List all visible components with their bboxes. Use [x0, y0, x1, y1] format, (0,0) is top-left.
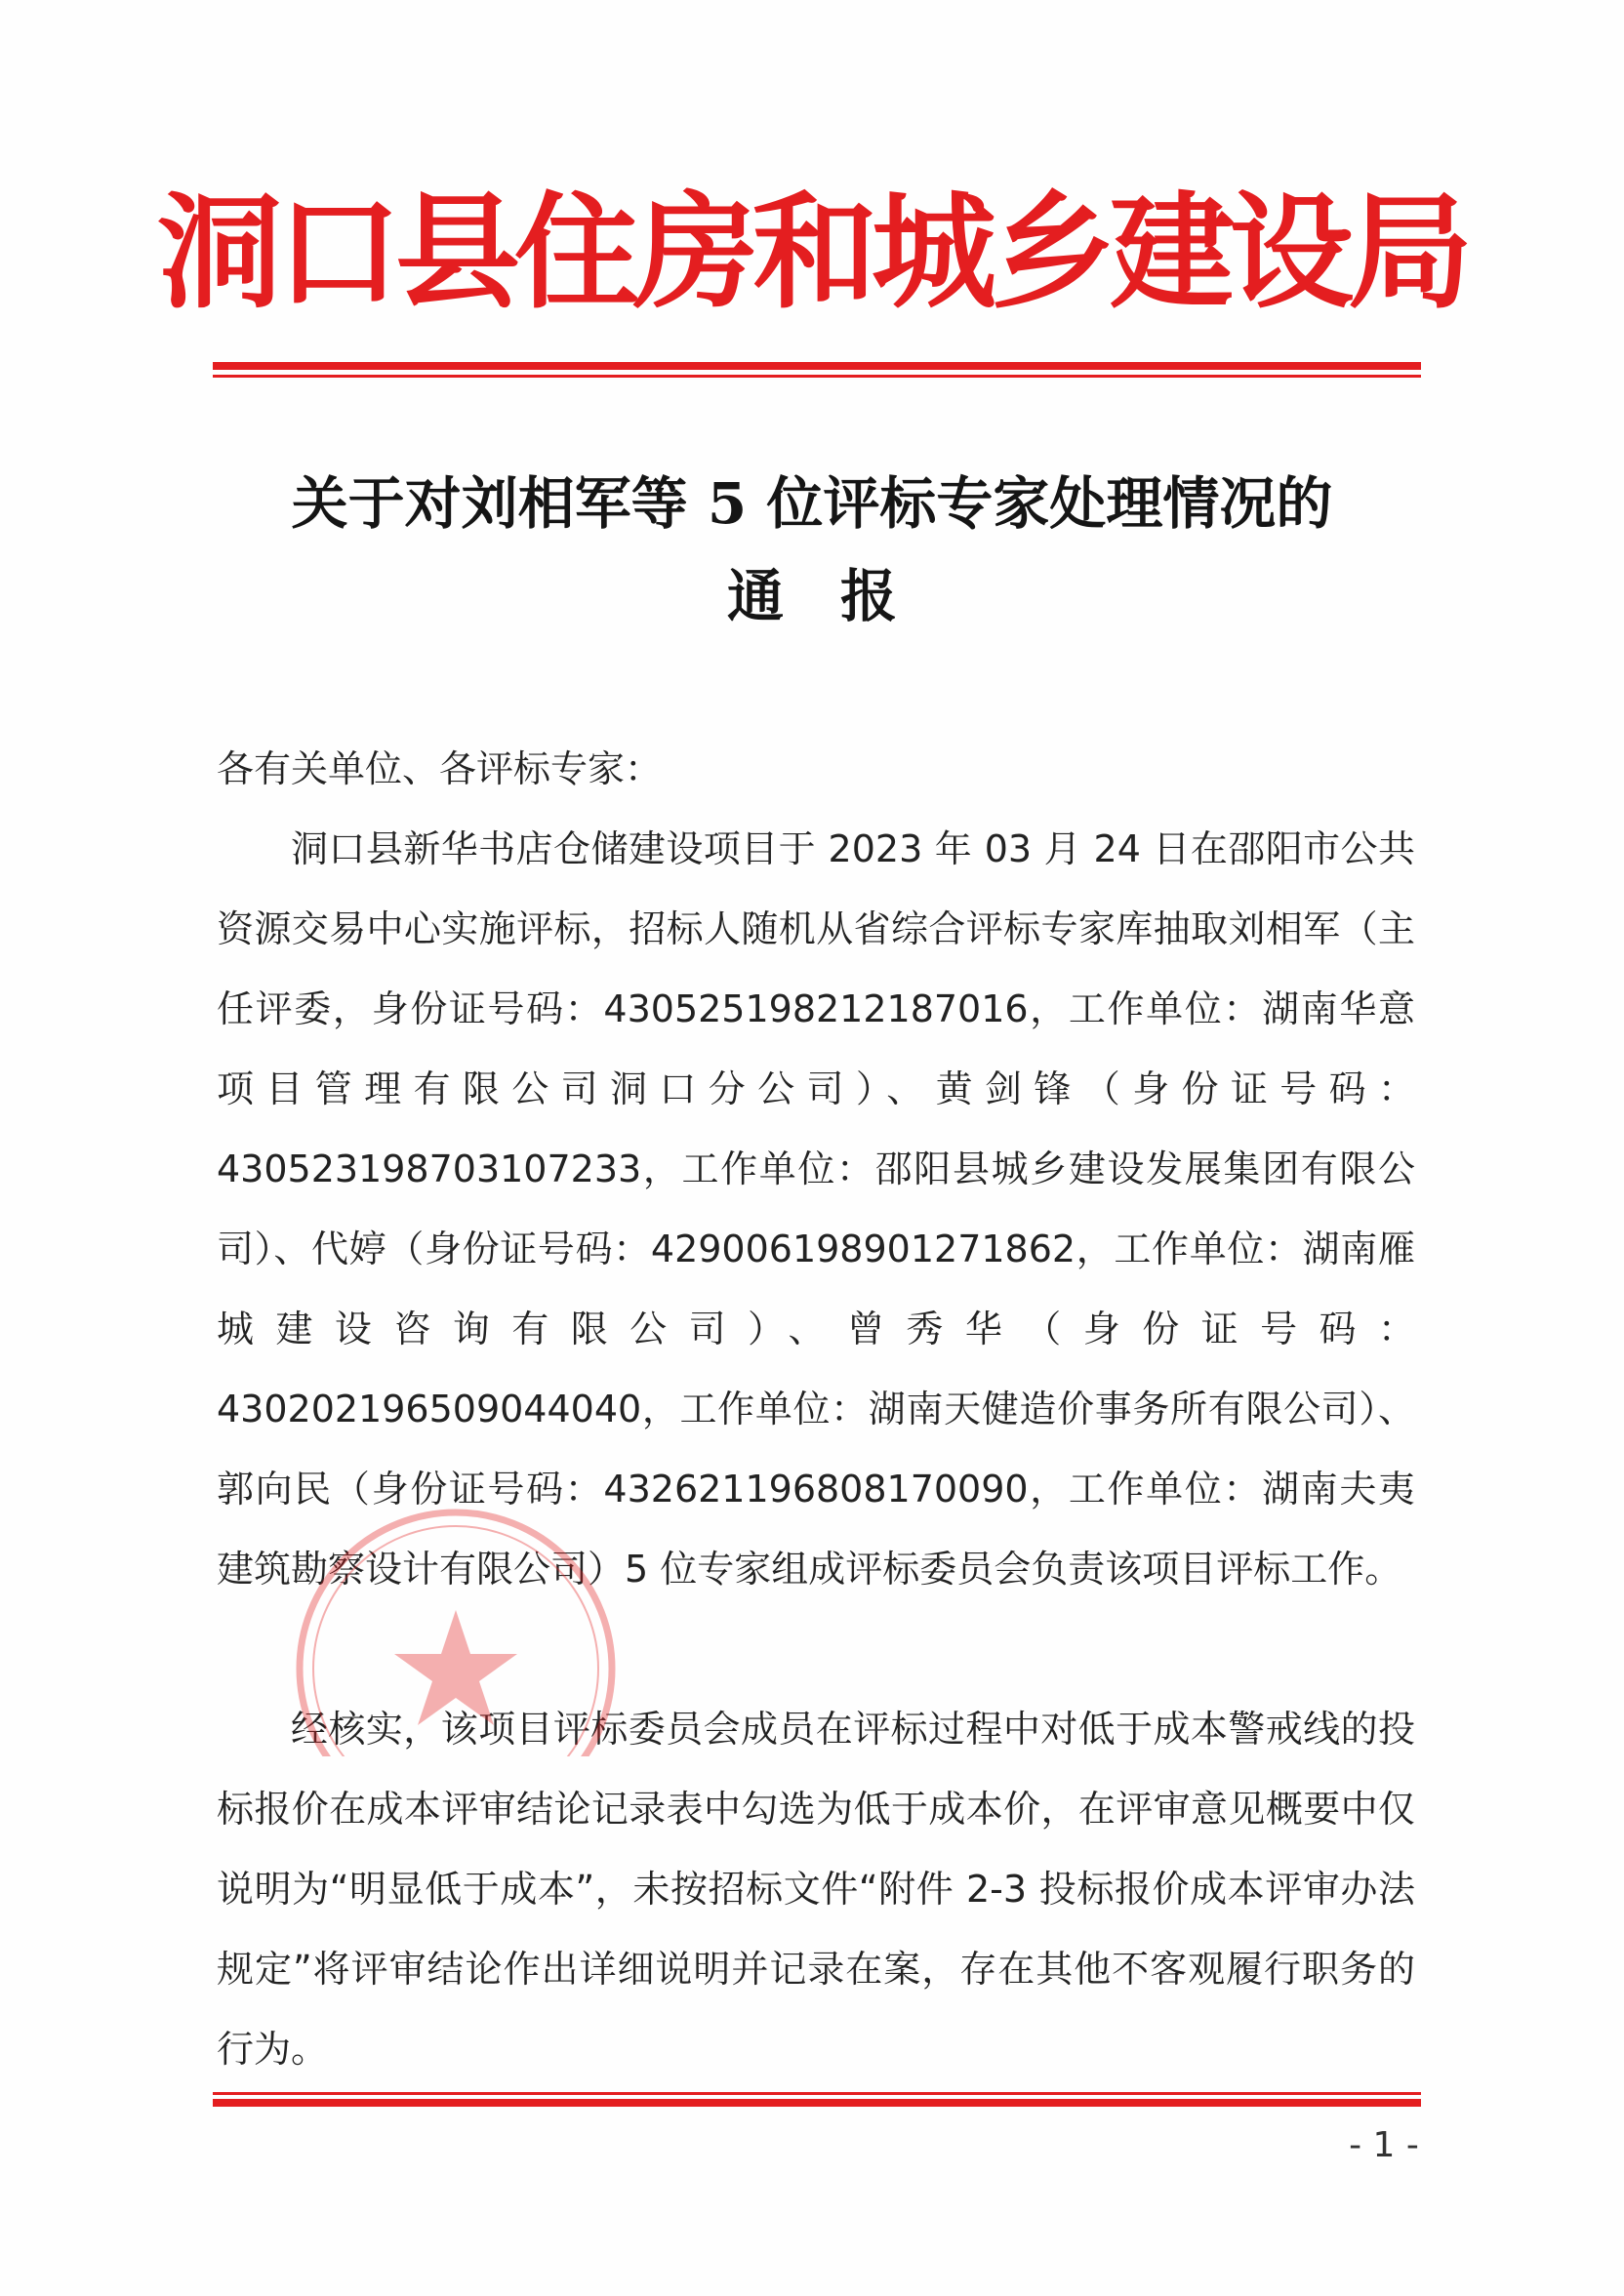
header-red-rule-thin [213, 375, 1421, 378]
body-paragraph-2: 经核实，该项目评标委员会成员在评标过程中对低于成本警戒线的投标报价在成本评审结论记录表中勾选为低于成本价，在评审意见概要中仅说明为“明显低于成本”，未按招标文件“附件 2-3 投标报价成本评审办法规定”将评审结论作出详细说明并记录在案，存在其他不客观履行职务的行为。 [217, 1708, 1415, 2071]
body-paragraph-1: 洞口县新华书店仓储建设项目于 2023 年 03 月 24 日在邵阳市公共资源交易中心实施评标，招标人随机从省综合评标专家库抽取刘相军（主任评委，身份证号码：430525198212187016，工作单位：湖南华意项目管理有限公司洞口分公司）、黄剑锋（身份证号码：430523198703107233，工作单位：邵阳县城乡建设发展集团有限公司）、代婷（身份证号码：429006198901271862，工作单位：湖南雁城建设咨询有限公司）、曾秀华（身份证号码：430202196509044040，工作单位：湖南天健造价事务所有限公司）、郭向民（身份证号码：432621196808170090，工作单位：湖南夫夷建筑勘察设计有限公司）5 位专家组成评标委员会负责该项目评标工作。 [217, 827, 1415, 1591]
document-title-line-2: 通报 [726, 563, 954, 629]
footer-red-rule-thick [213, 2099, 1421, 2107]
page-number: - 1 - [1349, 2125, 1419, 2165]
document-title-line-1: 关于对刘相军等 5 位评标专家处理情况的 [291, 470, 1333, 537]
organization-letterhead: 洞口县住房和城乡建设局 [156, 180, 1467, 326]
header-red-rule-thick [213, 362, 1421, 370]
salutation: 各有关单位、各评标专家： [217, 747, 663, 790]
footer-red-rule-thin [213, 2092, 1421, 2095]
